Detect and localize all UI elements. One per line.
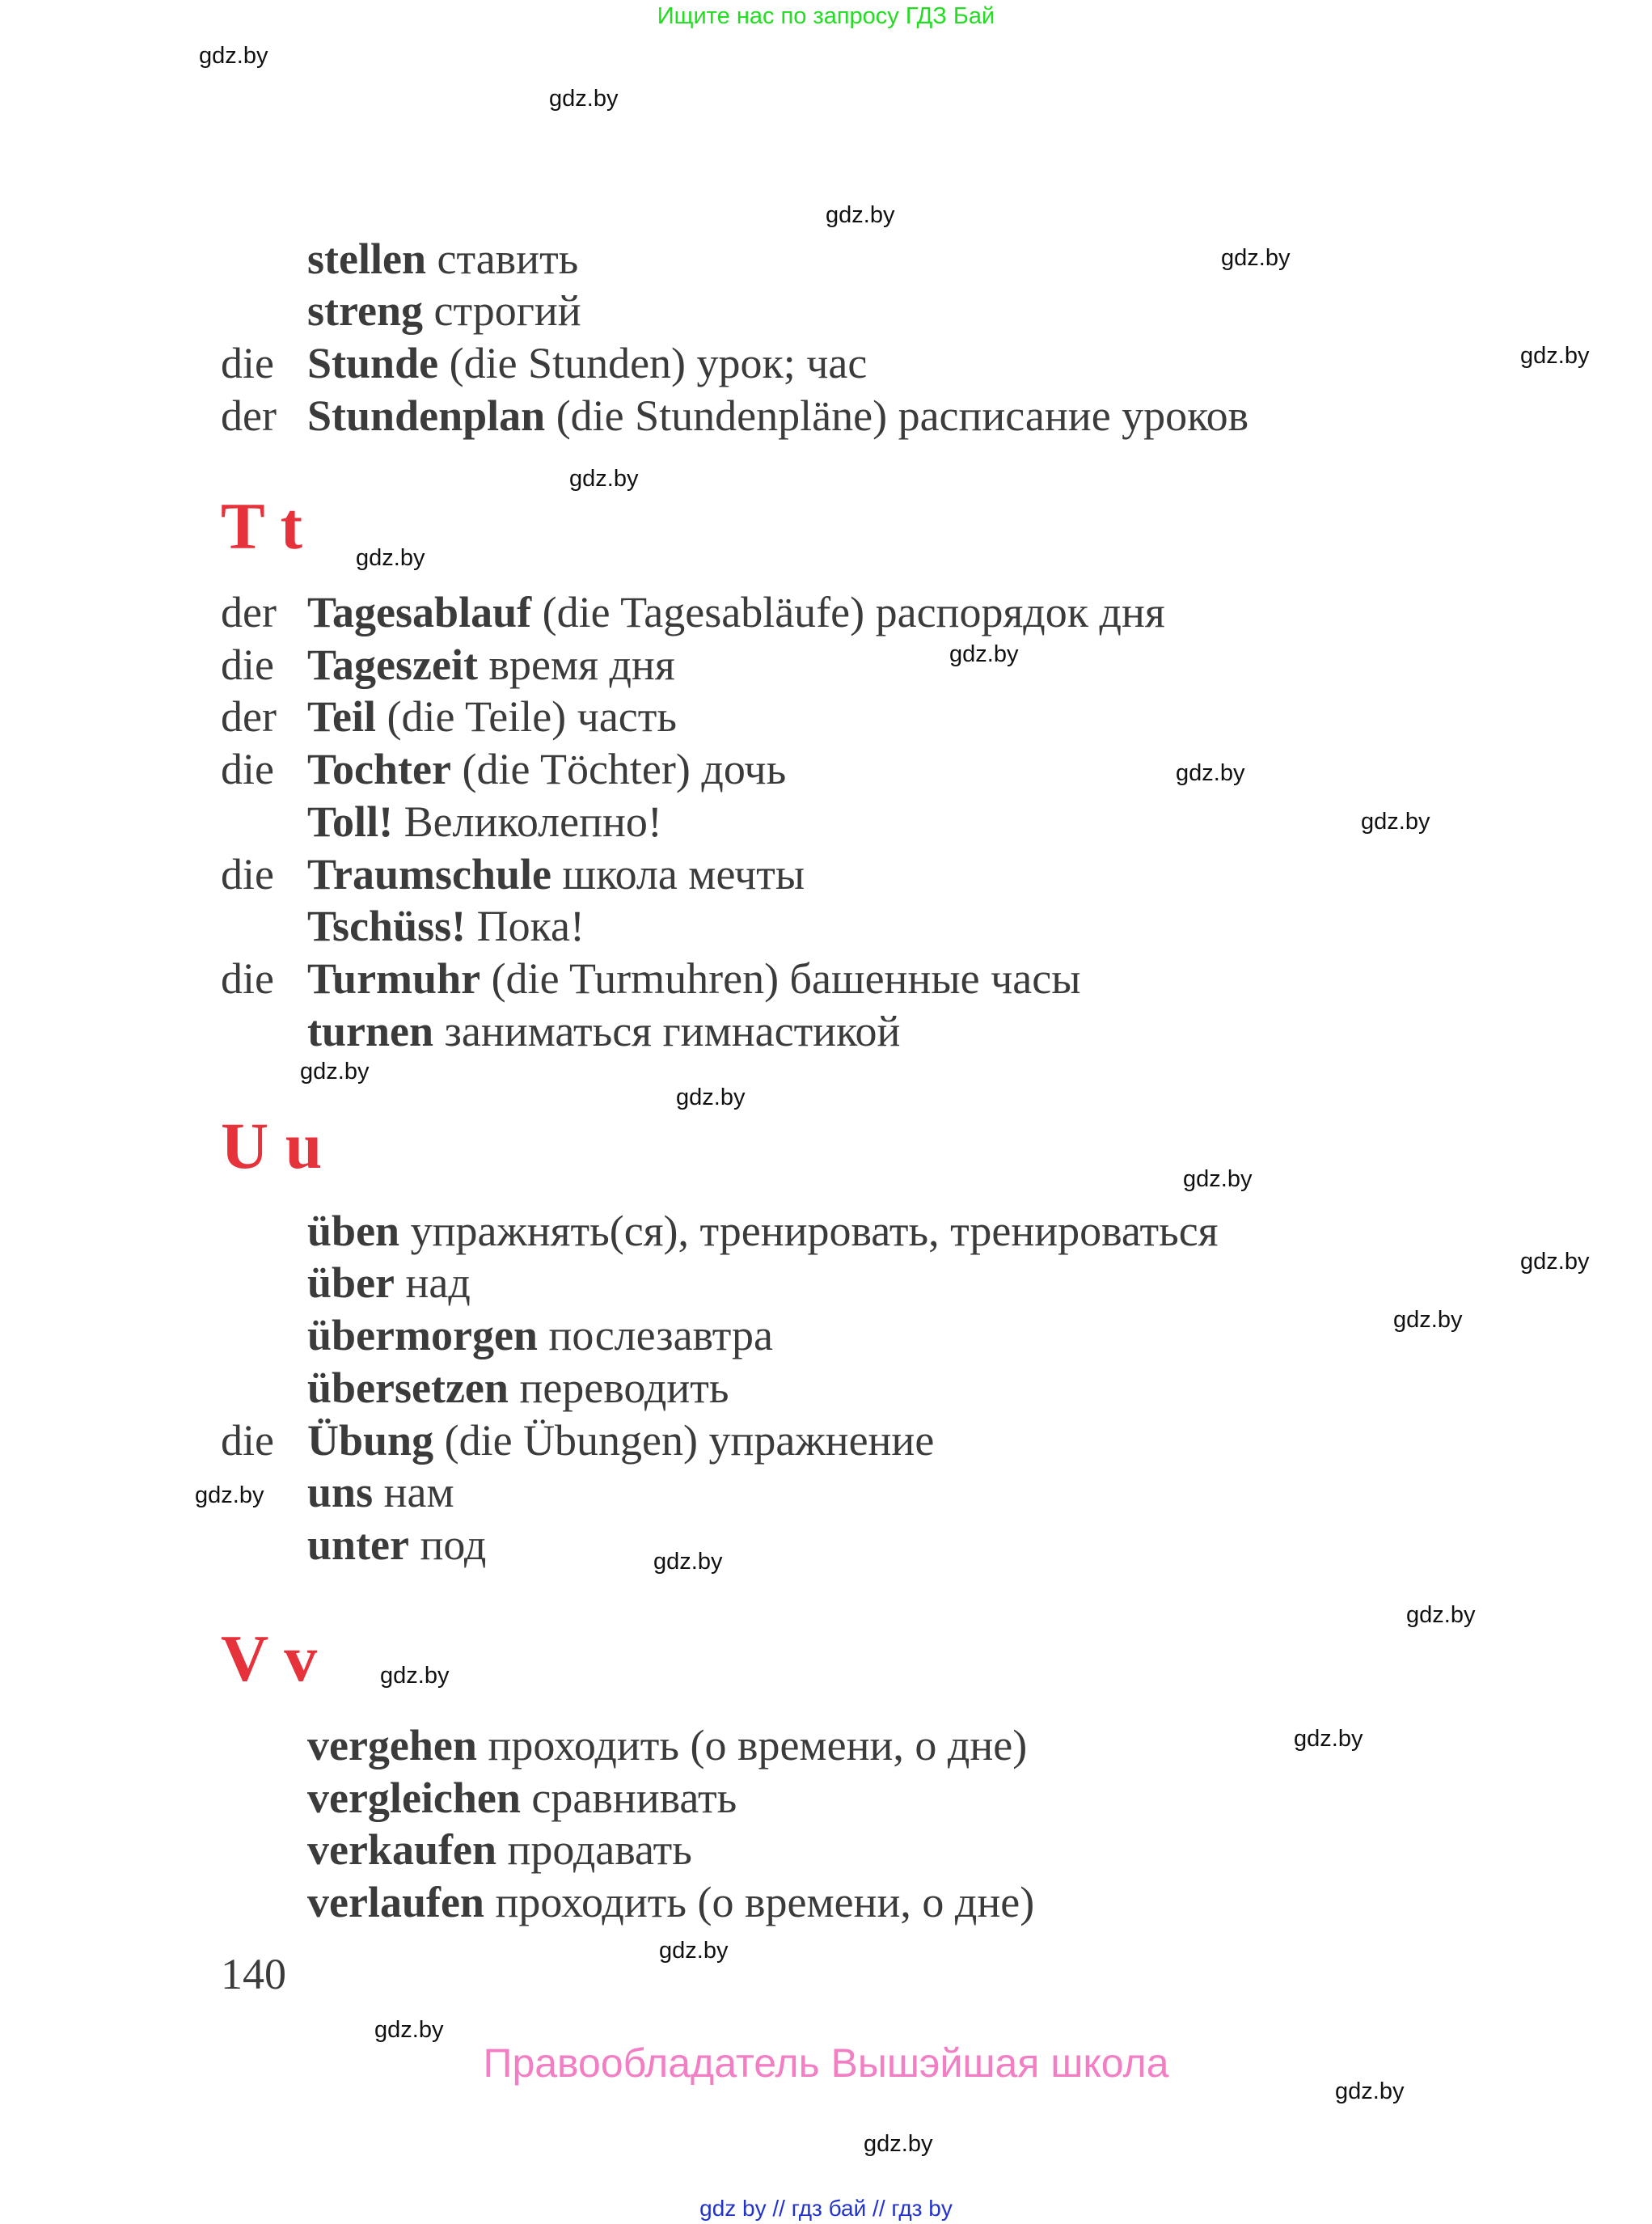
footer-links[interactable]: gdz by // гдз бай // гдз by [699, 2196, 953, 2221]
entry-translation: Пока! [466, 902, 585, 950]
watermark: gdz.by [864, 2131, 933, 2157]
watermark: gdz.by [1520, 343, 1590, 369]
entry-article: die [221, 745, 274, 793]
entry-word: Tagesablauf [307, 588, 532, 636]
entry-word: Übung [307, 1416, 434, 1465]
entry-translation: (die Übungen) упражнение [433, 1416, 935, 1465]
search-hint: Ищите нас по запросу ГДЗ Бай [657, 3, 995, 29]
entry-translation: под [408, 1520, 487, 1569]
entry-translation: сравнивать [520, 1774, 737, 1822]
entry-word: über [307, 1258, 395, 1307]
entry-word: Tageszeit [307, 641, 478, 689]
entry-word: stellen [307, 235, 426, 283]
entry-article: die [221, 850, 274, 898]
watermark: gdz.by [195, 1482, 264, 1508]
entry-translation: послезавтра [537, 1311, 773, 1359]
entry-translation: переводить [508, 1364, 729, 1412]
entry-word: Tochter [307, 745, 451, 793]
watermark: gdz.by [569, 466, 639, 492]
watermark: gdz.by [1335, 2078, 1405, 2104]
page-number: 140 [221, 1950, 286, 1998]
entry-translation: (die Stundenpläne) расписание уроков [545, 391, 1249, 440]
watermark: gdz.by [826, 202, 895, 228]
entry-word: Tschüss! [307, 902, 467, 950]
entry-word: vergehen [307, 1721, 477, 1769]
entry-word: streng [307, 286, 423, 335]
entry-translation: (die Teile) часть [376, 692, 677, 741]
watermark: gdz.by [1183, 1166, 1253, 1192]
entry-translation: (die Tagesabläufe) распорядок дня [531, 588, 1165, 636]
entry-translation: строгий [423, 286, 581, 335]
watermark: gdz.by [356, 545, 425, 571]
watermark: gdz.by [653, 1549, 723, 1575]
entry-word: verkaufen [307, 1825, 496, 1874]
section-letter: V v [221, 1621, 318, 1695]
section-letter: T t [221, 489, 303, 563]
entry-word: übersetzen [307, 1364, 509, 1412]
entry-article: der [221, 391, 277, 440]
watermark: gdz.by [1361, 809, 1430, 835]
watermark: gdz.by [659, 1938, 729, 1964]
watermark: gdz.by [300, 1059, 370, 1085]
entry-translation: упражнять(ся), тренировать, тренироваться [399, 1207, 1219, 1255]
entry-translation: Великолепно! [393, 797, 662, 846]
watermark: gdz.by [380, 1663, 450, 1689]
entry-word: vergleichen [307, 1774, 521, 1822]
entry-word: unter [307, 1520, 409, 1569]
entry-article: der [221, 692, 277, 741]
watermark: gdz.by [1176, 760, 1245, 786]
entry-word: uns [307, 1468, 374, 1516]
watermark: gdz.by [1393, 1307, 1463, 1333]
entry-translation: время дня [477, 641, 675, 689]
entry-article: die [221, 641, 274, 689]
section-letter: U u [221, 1109, 323, 1182]
entry-word: Teil [307, 692, 377, 741]
entry-translation: ставить [425, 235, 579, 283]
entry-article: die [221, 339, 274, 387]
watermark: gdz.by [949, 641, 1019, 667]
entry-article: die [221, 1416, 274, 1465]
copyright-notice: Правообладатель Вышэйшая школа [483, 2040, 1169, 2086]
entry-word: üben [307, 1207, 400, 1255]
entry-translation: (die Stunden) урок; час [438, 339, 868, 387]
entry-translation: продавать [496, 1825, 692, 1874]
entry-translation: проходить (о времени, о дне) [476, 1721, 1028, 1769]
entry-word: Stunde [307, 339, 439, 387]
watermark: gdz.by [676, 1085, 746, 1110]
entry-translation: проходить (о времени, о дне) [484, 1878, 1035, 1926]
entry-translation: (die Turmuhren) башенные часы [480, 954, 1081, 1003]
entry-article: die [221, 954, 274, 1003]
watermark: gdz.by [1406, 1602, 1476, 1628]
watermark: gdz.by [1294, 1726, 1363, 1752]
watermark: gdz.by [199, 43, 268, 69]
entry-word: Turmuhr [307, 954, 481, 1003]
entry-translation: (die Töchter) дочь [450, 745, 787, 793]
entry-translation: нам [373, 1468, 454, 1516]
entry-word: Stundenplan [307, 391, 546, 440]
watermark: gdz.by [549, 86, 619, 112]
watermark: gdz.by [1221, 245, 1291, 271]
entry-word: Traumschule [307, 850, 552, 898]
watermark: gdz.by [374, 2017, 444, 2043]
entry-translation: школа мечты [551, 850, 805, 898]
watermark: gdz.by [1520, 1249, 1590, 1275]
entry-word: Toll! [307, 797, 394, 846]
entry-article: der [221, 588, 277, 636]
entry-word: verlaufen [307, 1878, 484, 1926]
entry-word: übermorgen [307, 1311, 538, 1359]
entry-translation: над [395, 1258, 471, 1307]
entry-word: turnen [307, 1007, 434, 1055]
entry-translation: заниматься гимнастикой [433, 1007, 901, 1055]
